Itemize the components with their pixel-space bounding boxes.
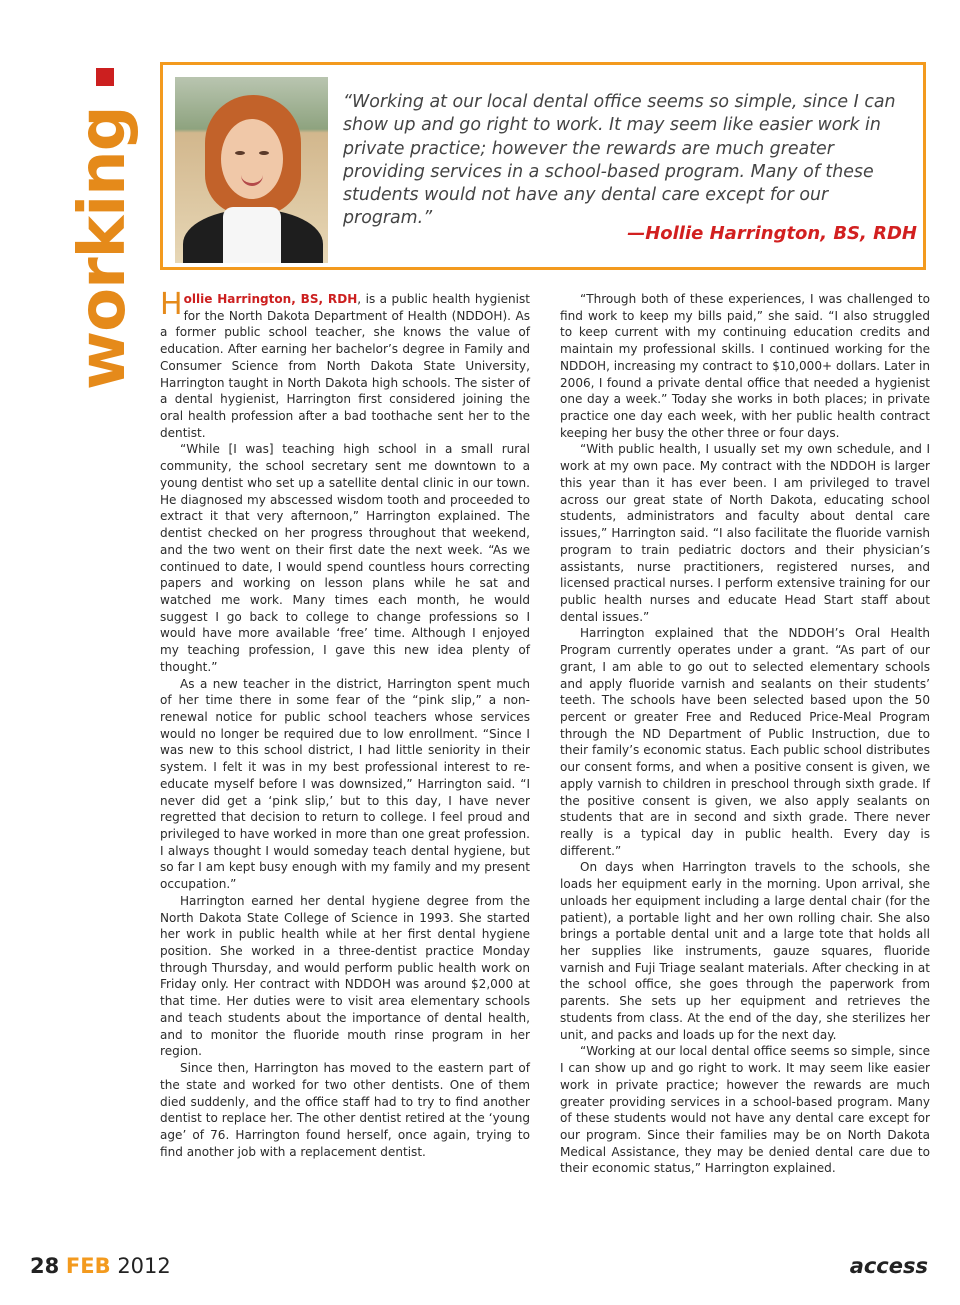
paragraph: Harrington explained that the NDDOH’s Oral Health Program currently operates under a grant. “As part of our grant, I am able to go out to selected elementary schools and apply fluoride varnish and sealants on their students’ teeth. The schools have been selected based upon the 50 percent or greater Free and Reduced Price-Meal Program through the ND Department of Public Instruction, due to their family’s economic status. Each public school distributes our consent forms, and when a positive consent is given, we apply varnish to children in preschool through sixth grade. If the positive consent is given, we also apply sealants on students that are in second and sixth grade. There never really is a typical day in public health. Every day is different.” [560, 626, 930, 858]
paragraph: “While [I was] teaching high school in a small rural community, the school secretary sent me downtown to a young dentist who set up a satellite dental clinic in our town. He diagnosed my abscessed wisdom tooth and proceeded to extract it that very afternoon,” Harrington explained. The dentist checked on her progress throughout that weekend, and the two went on their first date the next week. “As we continued to date, I would spend countless hours correcting papers and working on lesson plans while he sat and watched me work. Many times each month, he would suggest I go back to college to change professions so I would have more available ‘free’ time. Although I enjoyed my teaching profession, I gave this new idea plenty of thought.” [160, 442, 530, 674]
portrait-collar [223, 207, 281, 263]
paragraph: As a new teacher in the district, Harrington spent much of her time there in some fear of the “pink slip,” a non-renewal notice for public school teachers whose services would no longer be required due to low enrollment. “Since I was new to this school district, I had little seniority in their system. I felt it was in my best professional interest to re-educate myself before I was downsized,” Harrington said. “I never did get a ‘pink slip,’ but to this day, I have never regretted that decision to return to college. I feel proud and privileged to have worked in more than one great profession. I always thought I would someday teach dental hygiene, but so far I am kept busy enough with my family and my present occupation.” [160, 676, 530, 892]
paragraph: “Working at our local dental office seems so simple, since I can show up and go right to work. It may seem like easier work in private practice; however the rewards are much greater providing services in a school-based program. Many of these students would not have any dental care except for our program. Since their families may be on North Dakota Medical Assistance, they may be denied dental care due to their economic status,” Harrington explained. [560, 1044, 930, 1176]
lead-paragraph [160, 287, 530, 441]
paragraph: On days when Harrington travels to the schools, she loads her equipment early in the morning. Upon arrival, she unloads her equipment including a large dental chair (for the patient), a portable light and her own rolling chair. She also brings a portable dental unit and a large tote that holds all her supplies like instruments, gauze squares, fluoride varnish and Fuji Triage sealant materials. After checking in at the school office, she goes through the paperwork from parents. She sets up her equipment and retrieves the students from class. At the end of the day, she sterilizes her unit, and packs and loads up for the next day. [560, 860, 930, 1042]
pull-quote-text: “Working at our local dental office seems so simple, since I can show up and go right to work. It may seem like easier work in private practice; however the rewards are much greater providing services in a school-based program. Many of these students would not have any dental care except for our program.” [343, 92, 896, 229]
issue-month: FEB [65, 1254, 111, 1278]
paragraph: “Through both of these experiences, I was challenged to find work to keep my bills paid,” she said. “I also struggled to keep current with my continuing education credits and maintain my professional skills. I continued working for the NDDOH, increasing my contract to $10,000+ dollars. Later in 2006, I found a private dental office that needed a hygienist one day a week.” Today she works in both places; in private practice one day each week, with her public health contract keeping her busy the other three or four days. [560, 292, 930, 440]
pull-quote-attribution: —Hollie Harrington, BS, RDH [627, 223, 917, 244]
article-column-right [560, 291, 930, 1177]
portrait-face [221, 119, 283, 199]
lead-text: , is a public health hygienist for the North Dakota Department of Health (NDDOH). As a former public school teacher, she knows the value of education. After earning her bachelor’s degree in Family and Consumer Science from North Dakota State University, Harrington taught in North Dakota high schools. The sister of a dental hygienist, Harrington first considered joining the oral health profession after a bad toothache sent her to the dentist. [160, 292, 530, 440]
paragraph: Since then, Harrington has moved to the eastern part of the state and worked for two other dentists. One of them died suddenly, and the office staff had to try to find another dentist to replace her. The other dentist retired at the ‘young age’ of 76. Harrington found herself, once again, trying to find another job with a replacement dentist. [160, 1061, 530, 1159]
page-number: 28 [30, 1254, 60, 1278]
article-column-left [160, 287, 530, 1160]
lead-name: ollie Harrington, BS, RDH [183, 292, 358, 306]
paragraph: “With public health, I usually set my own schedule, and I work at my own pace. My contract with the NDDOH is larger this year than it has ever been. I am privileged to travel across our great state of North Dakota, educating school students, administrators and faculty about dental care issues,” Harrington said. “I also facilitate the fluoride varnish program to train pediatric doctors and their physician’s assistants, nurse practitioners, registered nurses, and licensed practical nurses. I perform extensive training for our public health nurses and educate Head Start staff about dental issues.” [560, 442, 930, 624]
folio [30, 1254, 171, 1278]
issue-year: 2012 [117, 1254, 171, 1278]
portrait-eye [259, 151, 269, 155]
drop-cap: H [160, 287, 183, 322]
paragraph: Harrington earned her dental hygiene degree from the North Dakota State College of Science in 1993. She started her work in public health while at her first dental hygiene position. She worked in a three-dentist practice Monday through Thursday, and would perform public health work on Friday only. Her contract with NDDOH was around $2,000 at that time. Her duties were to visit area elementary schools and teach students about the importance of dental health, and to monitor the fluoride mouth rinse program in her region. [160, 893, 530, 1059]
portrait-photo [175, 77, 328, 263]
magazine-name: access [849, 1254, 928, 1278]
pull-quote-box [160, 62, 926, 270]
section-label: working [66, 106, 140, 390]
portrait-eye [235, 151, 245, 155]
section-marker-square [96, 68, 114, 86]
